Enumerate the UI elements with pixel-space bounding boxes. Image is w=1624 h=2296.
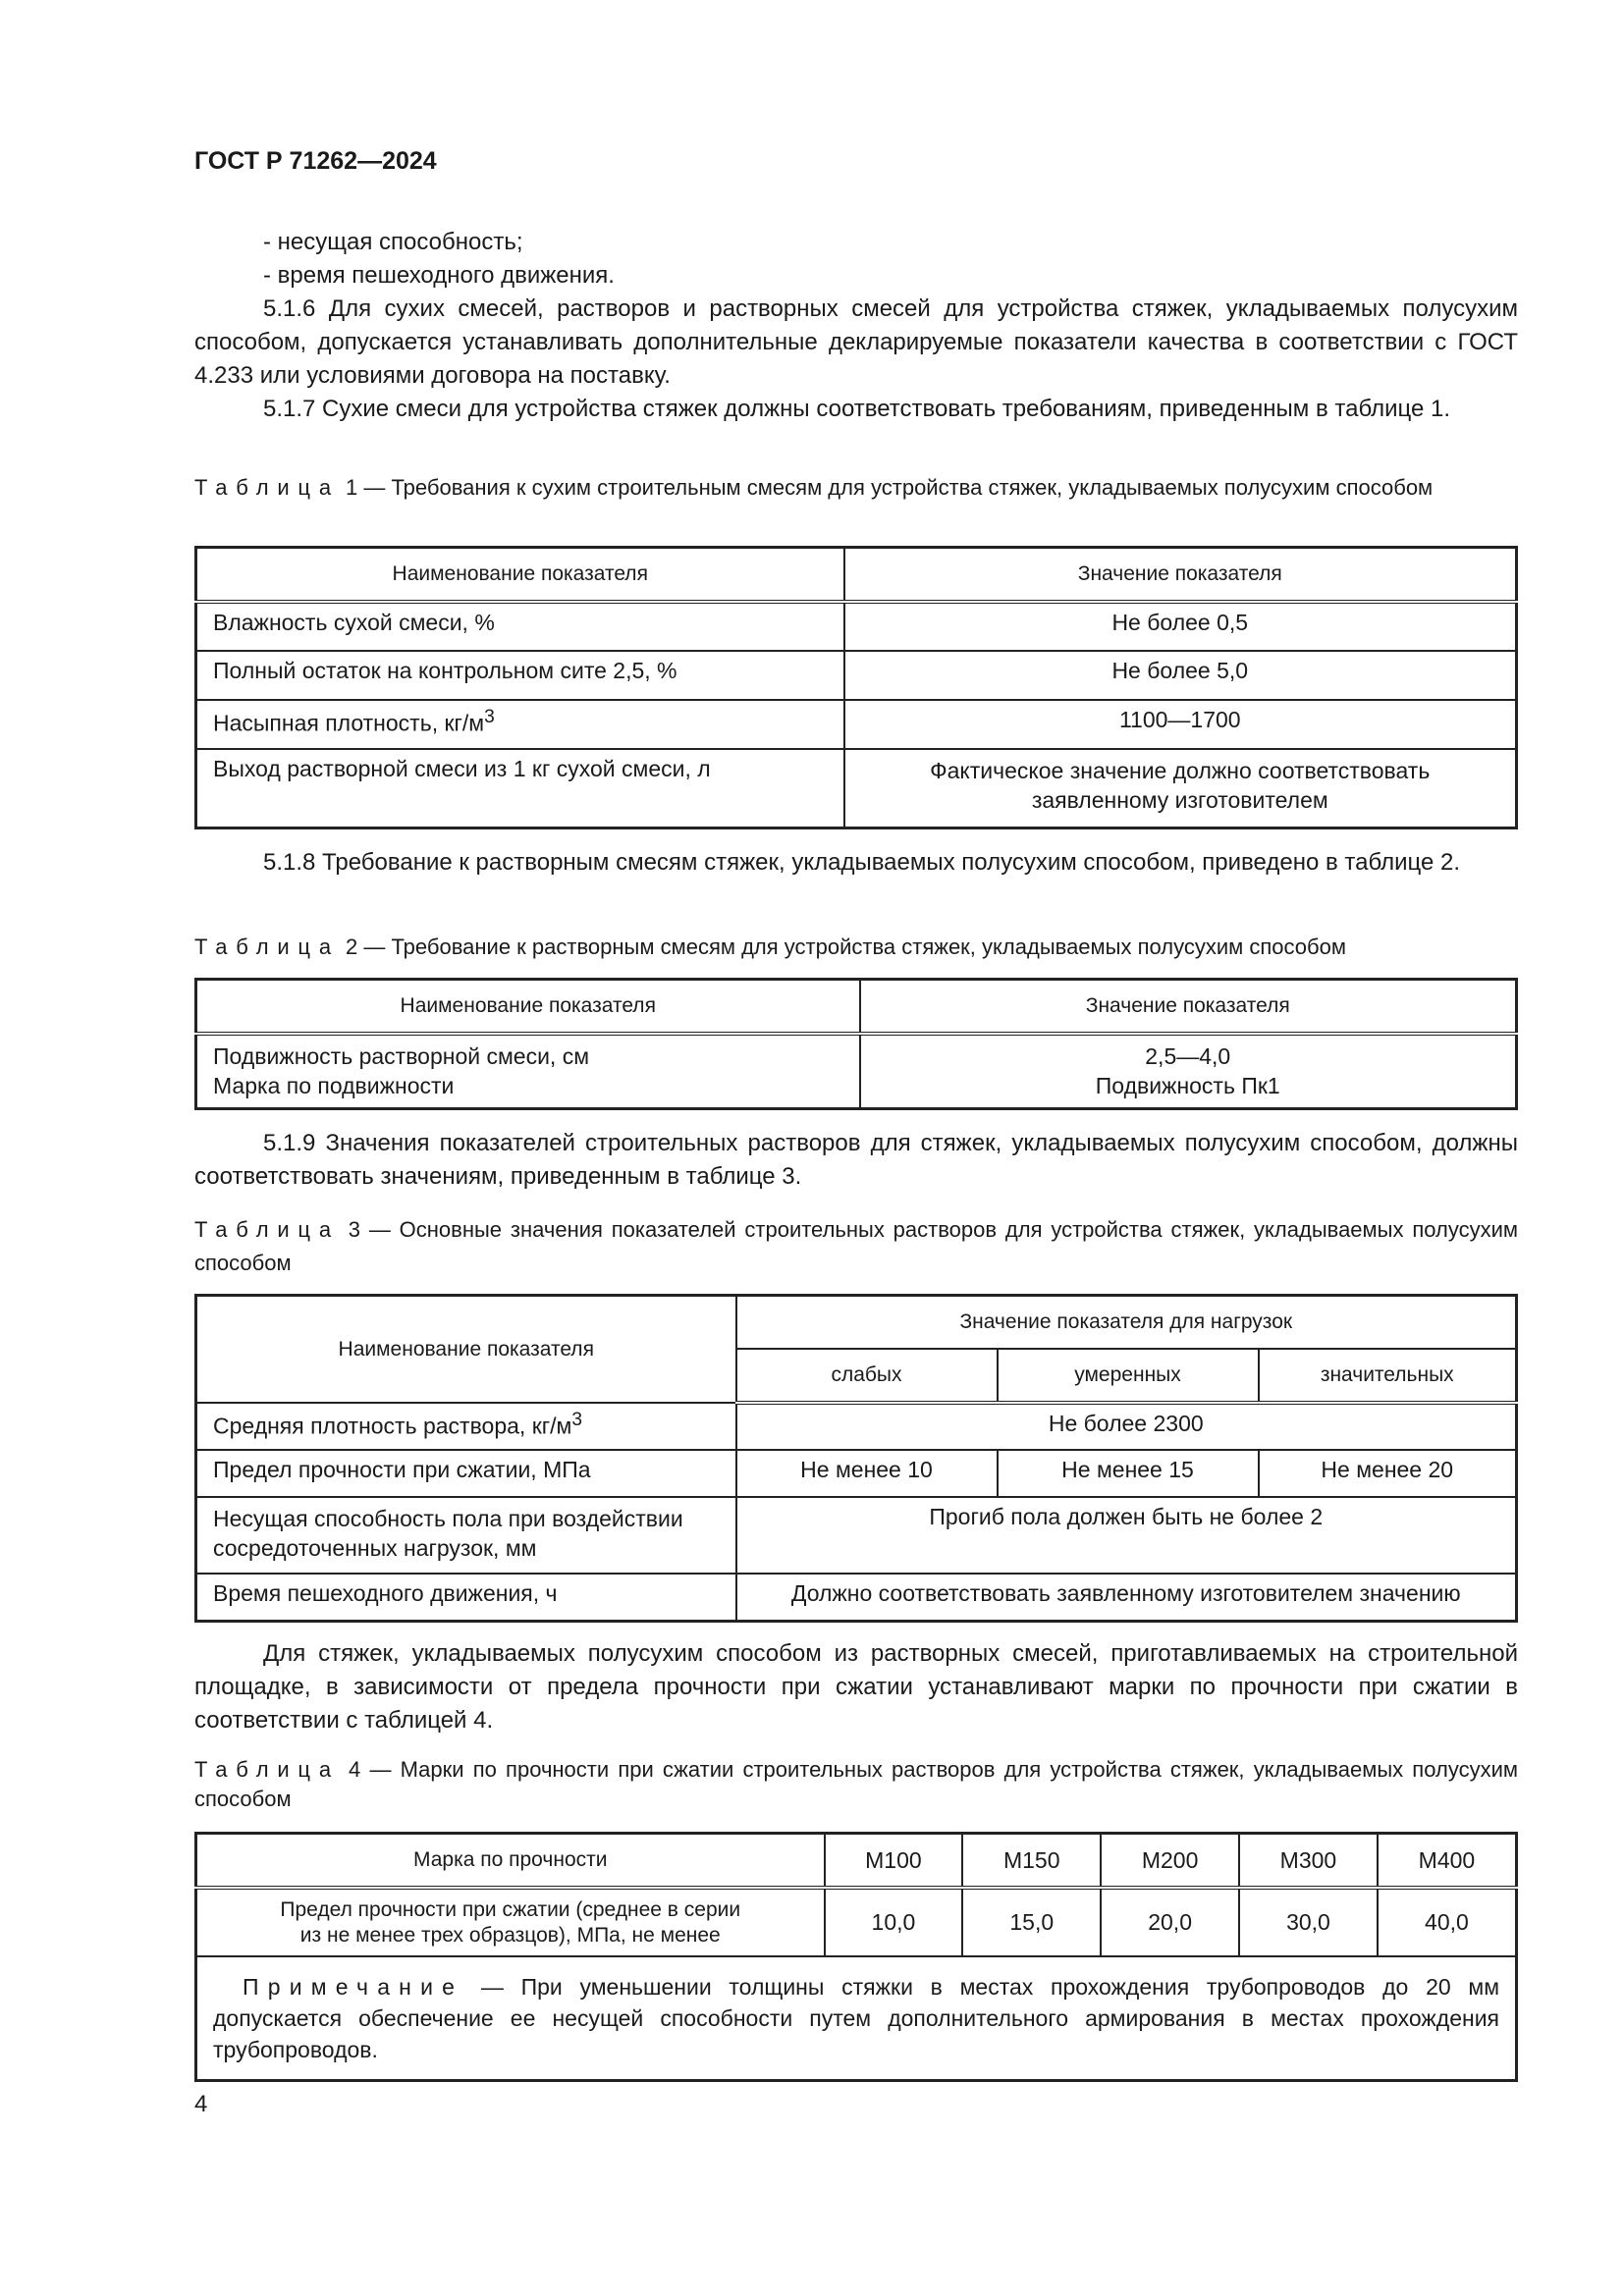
table-header-name: Наименование показателя — [196, 1296, 736, 1404]
paragraph-marks: Для стяжек, укладываемых полусухим способом из растворных смесей, приготавливаемых на строительной площадке, в зависимости от предела прочности при сжатии устанавливают марки по прочности при сжатии в соответствии с таблицей 4. — [194, 1640, 1518, 1734]
table1-caption — [194, 473, 1518, 503]
list-item: - время пешеходного движения. — [263, 262, 615, 289]
table-subheader: умеренных — [998, 1349, 1259, 1403]
table-cell: Не менее 10 — [736, 1450, 998, 1497]
table-header-name: Наименование показателя — [196, 980, 860, 1035]
grade-header: М200 — [1101, 1834, 1239, 1889]
paragraph-5-1-8-block — [194, 846, 1518, 880]
grade-header: М300 — [1239, 1834, 1378, 1889]
table-note-row — [196, 1956, 1517, 2081]
list-item: - несущая способность; — [263, 229, 523, 255]
table-cell: Не более 5,0 — [844, 651, 1517, 700]
cell-line: Предел прочности при сжатии (среднее в серии — [280, 1897, 741, 1921]
table-row — [196, 1450, 1517, 1497]
cell-line: Марка по подвижности — [213, 1073, 455, 1098]
table-cell: 20,0 — [1101, 1888, 1239, 1956]
table-row — [196, 1888, 1517, 1956]
intro-section — [194, 226, 1518, 426]
table-header-group: Значение показателя для нагрузок — [736, 1296, 1517, 1350]
table-cell: Не менее 20 — [1259, 1450, 1517, 1497]
table-header-value: Значение показателя — [860, 980, 1517, 1035]
table3 — [194, 1294, 1518, 1623]
grade-header: М150 — [962, 1834, 1101, 1889]
table-label: Таблица — [194, 1757, 340, 1782]
table-cell: 10,0 — [825, 1888, 963, 1956]
table-cell: 1100—1700 — [844, 700, 1517, 749]
grade-header: М400 — [1378, 1834, 1517, 1889]
table-label: Таблица — [194, 475, 340, 500]
cell-line: Подвижность Пк1 — [1095, 1073, 1280, 1098]
table-cell — [196, 1403, 736, 1450]
table-cell: Время пешеходного движения, ч — [196, 1574, 736, 1621]
paragraph-marks-block — [194, 1637, 1518, 1737]
paragraph-5-1-9: 5.1.9 Значения показателей строительных растворов для стяжек, укладываемых полусухим способом, должны соответствовать значениям, приведенным в таблице 3. — [194, 1130, 1518, 1190]
table-caption-text: 1 — Требования к сухим строительным смесям для устройства стяжек, укладываемых полусухим способом — [346, 475, 1434, 500]
table-cell: Фактическое значение должно соответствовать заявленному изготовителем — [844, 749, 1517, 828]
table-header-name: Наименование показателя — [196, 548, 844, 603]
table2-caption — [194, 933, 1518, 962]
cell-text: Насыпная плотность, кг/м — [213, 710, 485, 736]
paragraph-5-1-6: 5.1.6 Для сухих смесей, растворов и растворных смесей для устройства стяжек, укладываемых полусухим способом, допускается устанавливать дополнительные декларируемые показатели качества в соответствии с ГОСТ 4.233 или условиями договора на поставку. — [194, 295, 1518, 389]
table-row — [196, 1403, 1517, 1450]
table-row — [196, 700, 1517, 749]
cell-line: Подвижность растворной смеси, см — [213, 1043, 590, 1069]
table-cell: 40,0 — [1378, 1888, 1517, 1956]
table-note — [196, 1956, 1517, 2081]
table-header-value: Значение показателя — [844, 548, 1517, 603]
superscript: 3 — [571, 1410, 583, 1430]
table-row — [196, 1574, 1517, 1621]
note-label: Примечание — [243, 1974, 464, 2000]
table-cell: Не более 2300 — [736, 1403, 1517, 1450]
table-cell: Полный остаток на контрольном сите 2,5, % — [196, 651, 844, 700]
table-cell: Влажность сухой смеси, % — [196, 602, 844, 651]
superscript: 3 — [484, 707, 495, 727]
table-subheader: слабых — [736, 1349, 998, 1403]
table1 — [194, 546, 1518, 829]
paragraph-5-1-7: 5.1.7 Сухие смеси для устройства стяжек должны соответствовать требованиям, приведенным в таблице 1. — [263, 396, 1451, 422]
table-row — [196, 1034, 1517, 1108]
standard-header: ГОСТ Р 71262—2024 — [194, 147, 437, 175]
table-cell: 30,0 — [1239, 1888, 1378, 1956]
table-cell — [196, 1034, 860, 1108]
cell-line: 2,5—4,0 — [1145, 1043, 1231, 1069]
table-header-name: Марка по прочности — [196, 1834, 825, 1889]
table-caption-text: 4 — Марки по прочности при сжатии строительных растворов для устройства стяжек, укладываемых полусухим способом — [194, 1757, 1518, 1811]
paragraph-5-1-9-block — [194, 1127, 1518, 1194]
table3-caption — [194, 1213, 1518, 1280]
table-row — [196, 749, 1517, 828]
cell-line: из не менее трех образцов), МПа, не менее — [299, 1923, 721, 1947]
table-cell: Предел прочности при сжатии, МПа — [196, 1450, 736, 1497]
table-caption-text: 2 — Требование к растворным смесям для устройства стяжек, укладываемых полусухим способом — [346, 934, 1346, 959]
table-cell: Не более 0,5 — [844, 602, 1517, 651]
table-cell — [860, 1034, 1517, 1108]
note-text: — При уменьшении толщины стяжки в местах прохождения трубопроводов до 20 мм допускается обеспечение ее несущей способности путем дополнительного армирования в местах прохождения трубопроводов. — [213, 1974, 1500, 2062]
cell-text: Средняя плотность раствора, кг/м — [213, 1413, 572, 1439]
table-row — [196, 651, 1517, 700]
table-row — [196, 602, 1517, 651]
table4-caption — [194, 1755, 1518, 1814]
table-label: Таблица — [194, 1217, 340, 1242]
table-subheader: значительных — [1259, 1349, 1517, 1403]
table-cell: Несущая способность пола при воздействии сосредоточенных нагрузок, мм — [196, 1497, 736, 1574]
table-cell: Прогиб пола должен быть не более 2 — [736, 1497, 1517, 1574]
table4 — [194, 1832, 1518, 2082]
table-row — [196, 1497, 1517, 1574]
table-cell — [196, 700, 844, 749]
page-number: 4 — [194, 2091, 208, 2117]
table-cell: Выход растворной смеси из 1 кг сухой смеси, л — [196, 749, 844, 828]
table-label: Таблица — [194, 934, 340, 959]
table-caption-text: 3 — Основные значения показателей строительных растворов для устройства стяжек, укладываемых полусухим способом — [194, 1217, 1518, 1275]
table-cell: Должно соответствовать заявленному изготовителем значению — [736, 1574, 1517, 1621]
grade-header: М100 — [825, 1834, 963, 1889]
table-cell: Не менее 15 — [998, 1450, 1259, 1497]
table-cell: 15,0 — [962, 1888, 1101, 1956]
table-cell — [196, 1888, 825, 1956]
paragraph-5-1-8: 5.1.8 Требование к растворным смесям стяжек, укладываемых полусухим способом, приведено в таблице 2. — [263, 849, 1461, 876]
table2 — [194, 978, 1518, 1110]
